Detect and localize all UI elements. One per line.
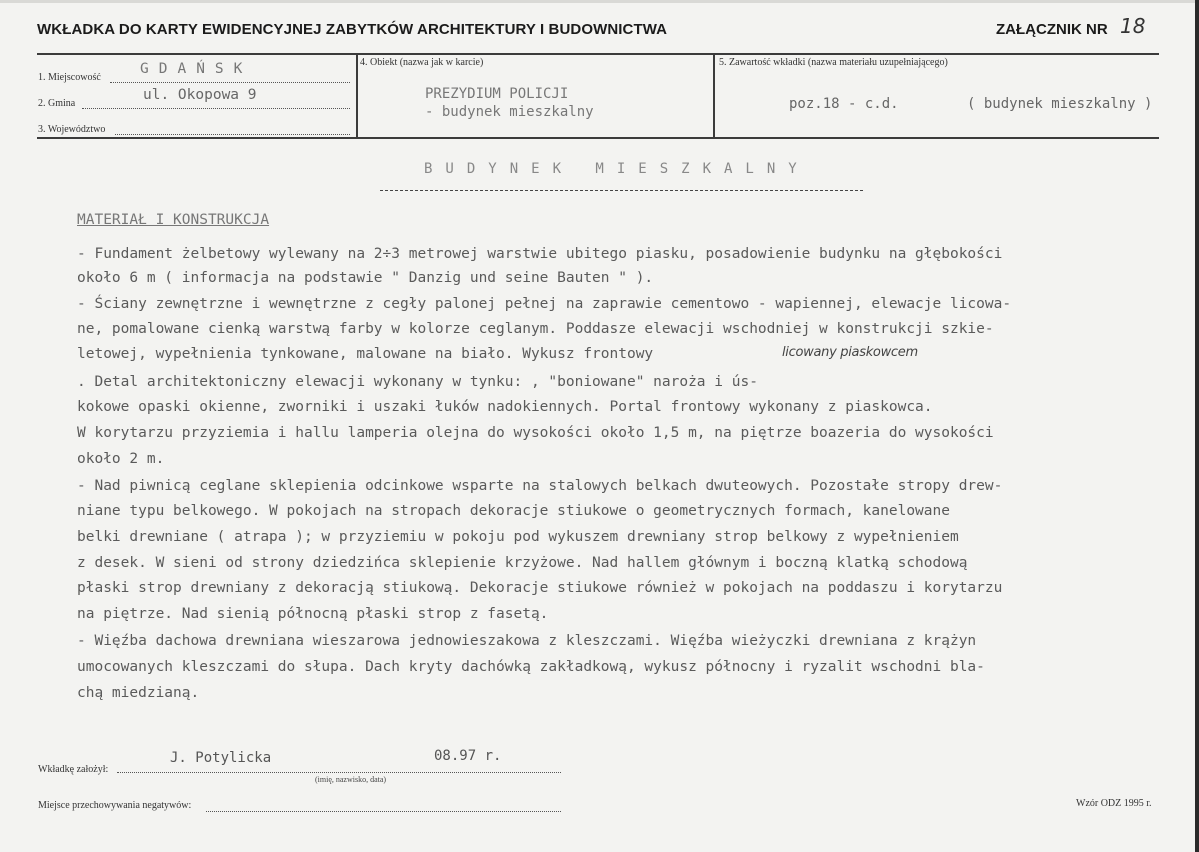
miejscowosc-dots: [110, 82, 350, 83]
body-line: letowej, wypełnienia tynkowane, malowane na biało. Wykusz frontowy: [77, 346, 654, 362]
body-title: BUDYNEK MIESZKALNY: [424, 161, 810, 177]
section-heading: MATERIAŁ I KONSTRUKCJA: [77, 212, 270, 228]
body-line: z desek. W sieni od strony dziedzińca sklepienie krzyżowe. Nad hallem głównym i boczną klatką schodową: [77, 555, 968, 571]
top-edge: [0, 0, 1199, 3]
gmina-value: ul. Okopowa 9: [143, 87, 257, 103]
right-edge: [1195, 0, 1199, 852]
handwritten-insert: licowany piaskowcem: [782, 345, 918, 360]
body-line: W korytarzu przyziemia i hallu lamperia olejna do wysokości około 1,5 m, na piętrze boazeria do wysokości: [77, 425, 994, 441]
form-box-bottom: [37, 137, 1159, 139]
body-line: około 2 m.: [77, 451, 165, 467]
body-line: na piętrze. Nad sienią północną płaski strop z fasetą.: [77, 606, 549, 622]
body-line: ne, pomalowane cienką warstwą farby w kolorze ceglanym. Poddasze elewacji wschodniej w konstrukcji szkie-: [77, 321, 994, 337]
card-title: WKŁADKA DO KARTY EWIDENCYJNEJ ZABYTKÓW ARCHITEKTURY I BUDOWNICTWA: [37, 21, 668, 38]
miejscowosc-value: GDAŃSK: [140, 61, 253, 77]
body-line: - Nad piwnicą ceglane sklepienia odcinkowe wsparte na stalowych belkach dwuteowych. Pozostałe stropy drew-: [77, 478, 1003, 494]
attachment-number: 18: [1120, 14, 1146, 38]
zawartosc-label: 5. Zawartość wkładki (nazwa materiału uzupełniającego): [719, 57, 948, 68]
author-caption: (imię, nazwisko, data): [315, 775, 387, 784]
author-name: J. Potylicka: [170, 750, 272, 766]
body-line: płaski strop drewniany z dekoracją stiukową. Dekoracje stiukowe również w pokojach na poddaszu i korytarzu: [77, 580, 1003, 596]
gmina-dots: [82, 108, 350, 109]
zawartosc-value-2: ( budynek mieszkalny ): [967, 96, 1153, 112]
body-line: belki drewniane ( atrapa ); w przyziemiu w pokoju pod wykuszem drewniany strop belkowy z wypełnieniem: [77, 529, 959, 545]
body-line: umocowanych kleszczami do słupa. Dach kryty dachówką zakładkową, wykusz północny i ryzalit wschodni bla-: [77, 659, 985, 675]
body-line: - Fundament żelbetowy wylewany na 2÷3 metrowej warstwie ubitego piasku, posadowienie budynku na głębokości: [77, 246, 1003, 262]
body-line: . Detal architektoniczny elewacji wykonany w tynku: , "boniowane" naroża i ús-: [77, 374, 758, 390]
obiekt-value-1: PREZYDIUM POLICJI: [425, 86, 569, 102]
body-line: - Ściany zewnętrzne i wewnętrzne z cegły palonej pełnej na zaprawie cementowo - wapiennej, elewacje licowa-: [77, 296, 1012, 312]
gmina-label: 2. Gmina: [38, 98, 76, 109]
body-line: kokowe opaski okienne, zworniki i uszaki łuków nadokiennych. Portal frontowy wykonany z piaskowca.: [77, 399, 933, 415]
body-line: niane typu belkowego. W pokojach na stropach dekoracje stiukowe o geometrycznych formach, kanelowane: [77, 503, 950, 519]
author-dots: [117, 772, 561, 773]
form-box-top: [37, 53, 1159, 55]
obiekt-label: 4. Obiekt (nazwa jak w karcie): [360, 57, 484, 68]
miejscowosc-label: 1. Miejscowość: [38, 72, 101, 83]
title-rule: [380, 190, 863, 191]
zawartosc-value-1: poz.18 - c.d.: [789, 96, 899, 112]
form-code: Wzór ODZ 1995 r.: [1076, 798, 1152, 809]
negatives-label: Miejsce przechowywania negatywów:: [38, 800, 192, 811]
form-box-divider-1: [356, 53, 358, 138]
author-label: Wkładkę założył:: [38, 764, 109, 775]
attachment-label: ZAŁĄCZNIK NR: [996, 21, 1108, 38]
wojewodztwo-dots: [115, 134, 350, 135]
author-date: 08.97 r.: [434, 748, 502, 764]
body-line: chą miedzianą.: [77, 685, 200, 701]
negatives-dots: [206, 811, 561, 812]
form-box-divider-2: [713, 53, 715, 138]
body-line: - Więźba dachowa drewniana wieszarowa jednowieszakowa z kleszczami. Więźba wieżyczki drewniana z krążyn: [77, 633, 977, 649]
body-line: około 6 m ( informacja na podstawie " Danzig und seine Bauten " ).: [77, 270, 654, 286]
wojewodztwo-label: 3. Województwo: [38, 124, 106, 135]
obiekt-value-2: - budynek mieszkalny: [425, 104, 594, 120]
